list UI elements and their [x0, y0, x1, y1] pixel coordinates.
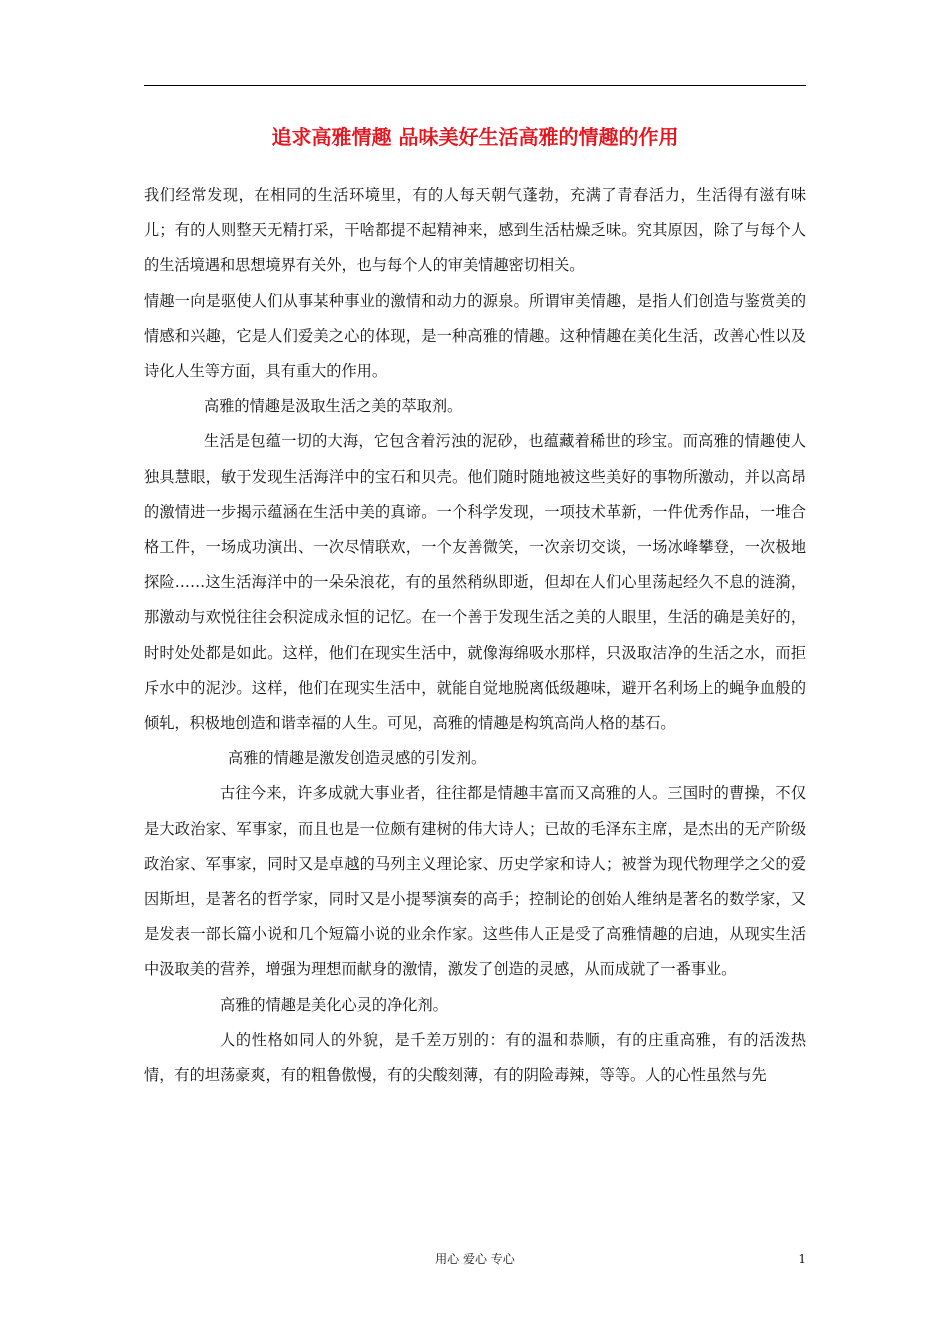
page-number: 1: [798, 1252, 806, 1266]
paragraph-personality: 人的性格如同人的外貌，是千差万别的：有的温和恭顺，有的庄重高雅，有的活泼热情，有的坦荡豪爽，有的粗鲁傲慢，有的尖酸刻薄，有的阴险毒辣，等等。人的心性虽然与先: [144, 1030, 806, 1085]
section-heading-inspiration: 高雅的情趣是激发创造灵感的引发剂。: [228, 749, 487, 768]
paragraph-life-ocean: 生活是包蕴一切的大海，它包含着污浊的泥砂，也蕴藏着稀世的珍宝。而高雅的情趣使人独具慧眼，敏于发现生活海洋中的宝石和贝壳。他们随时随地被这些美好的事物所激动，并以高昂的激情进一步揭示蕴涵在生活中美的真谛。一个科学发现，一项技术革新，一件优秀作品，一堆合格工件，一场成功演出、一次尽情联欢，一个友善微笑，一次亲切交谈，一场冰峰攀登，一次极地探险……这生活海洋中的一朵朵浪花，有的虽然稍纵即逝，但却在人们心里荡起经久不息的涟漪，那激动与欢悦往往会积淀成永恒的记忆。在一个善于发现生活之美的人眼里，生活的确是美好的，时时处处都是如此。这样，他们在现实生活中，就像海绵吸水那样，只汲取洁净的生活之水，而拒斥水中的泥沙。这样，他们在现实生活中，就能自觉地脱离低级趣味，避开名利场上的蝇争血般的倾轧，积极地创造和谐幸福的人生。可见，高雅的情趣是构筑高尚人格的基石。: [144, 432, 806, 733]
section-heading-extractant: 高雅的情趣是汲取生活之美的萃取剂。: [204, 397, 463, 416]
footer-motto: 用心 爱心 专心: [435, 1252, 515, 1266]
document-body: [144, 178, 806, 1093]
paragraph-great-people: 古往今来，许多成就大事业者，往往都是情趣丰富而又高雅的人。三国时的曹操，不仅是大政治家、军事家，而且也是一位颇有建树的伟大诗人；已故的毛泽东主席，是杰出的无产阶级政治家、军事家，同时又是卓越的马列主义理论家、历史学家和诗人；被誉为现代物理学之父的爱因斯坦，是著名的哲学家，同时又是小提琴演奏的高手；控制论的创始人维纳是著名的数学家，又是发表一部长篇小说和几个短篇小说的业余作家。这些伟人正是受了高雅情趣的启迪，从现实生活中汲取美的营养，增强为理想而献身的激情，激发了创造的灵感，从而成就了一番事业。: [144, 784, 806, 979]
paragraph-definition: 情趣一向是驱使人们从事某种事业的激情和动力的源泉。所谓审美情趣，是指人们创造与鉴赏美的情感和兴趣，它是人们爱美之心的体现，是一种高雅的情趣。这种情趣在美化生活，改善心性以及诗化人生等方面，具有重大的作用。: [144, 291, 806, 381]
header-rule: [144, 85, 806, 86]
paragraph-intro: 我们经常发现，在相同的生活环境里，有的人每天朝气蓬勃，充满了青春活力，生活得有滋有味儿；有的人则整天无精打采，干啥都提不起精神来，感到生活枯燥乏味。究其原因，除了与每个人的生活境遇和思想境界有关外，也与每个人的审美情趣密切相关。: [144, 186, 806, 275]
document-title: 追求高雅情趣 品味美好生活高雅的情趣的作用: [271, 125, 679, 149]
section-heading-purifier: 高雅的情趣是美化心灵的净化剂。: [220, 995, 448, 1014]
